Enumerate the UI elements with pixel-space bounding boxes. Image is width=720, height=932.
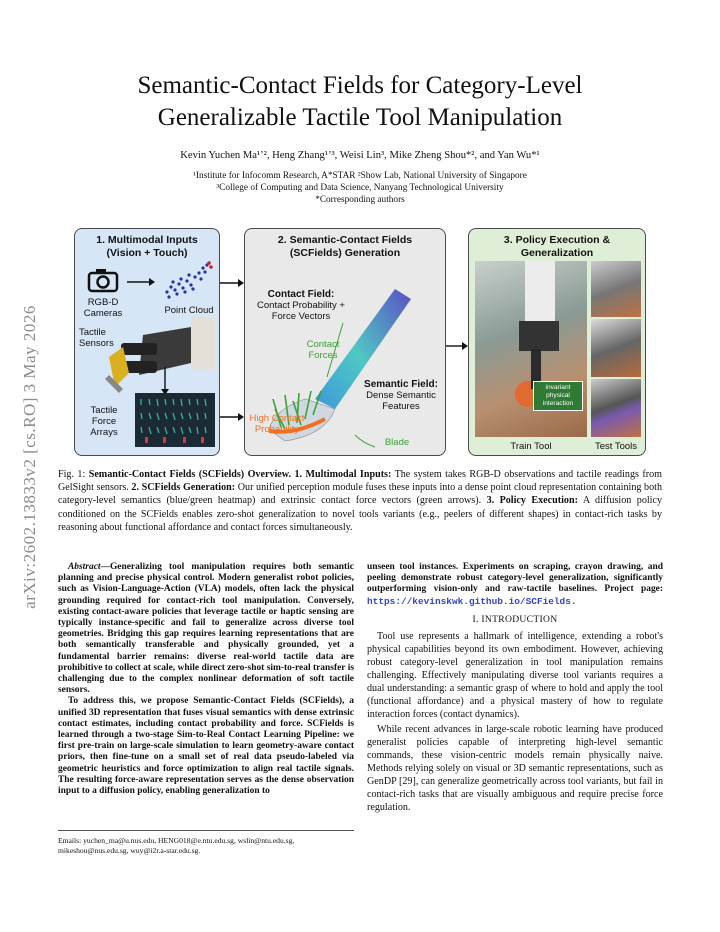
test-tool-photo-3 bbox=[591, 379, 641, 437]
title-line-1: Semantic-Contact Fields for Category-Level bbox=[137, 72, 583, 99]
contact-field-heading: Contact Field: bbox=[267, 289, 335, 300]
figure-1 bbox=[74, 228, 646, 456]
arrow-icon bbox=[446, 341, 468, 351]
caption-s1-heading: 1. Multimodal Inputs: bbox=[291, 469, 392, 480]
abstract-paragraph-2: To address this, we propose Semantic-Contact Fields (SCFields), a unified 3D representation that fuses visual semantics with dense extrinsic contact estimates, including contact probability and force. SCFields is learned through a two-stage Sim-to-Real Contact Learning Pipeline: we first pre-train on large-scale simulation to learn geometry-aware contact priors, then fine-tune on a small set of real data pseudo-labeled via geometric heuristics and force optimization to align real tactile signals. The resulting force-aware representation serves as the dense observation input to a diffusion policy, enabling generalization to bbox=[58, 696, 354, 797]
tactile-force-arrays-label: Tactile Force Arrays bbox=[90, 405, 118, 438]
authors: Kevin Yuchen Ma¹ʼ², Heng Zhang¹ʼ³, Weisi Lin³, Mike Zheng Shou*², and Yan Wu*¹ bbox=[180, 150, 540, 161]
invariant-label: invariant physical interaction bbox=[542, 384, 574, 407]
panel-policy-execution bbox=[468, 228, 646, 456]
panel-multimodal-inputs bbox=[74, 228, 220, 456]
contact-forces-label: Contact Forces bbox=[306, 339, 340, 361]
left-column bbox=[58, 562, 354, 797]
semantic-field-heading: Semantic Field: bbox=[364, 379, 438, 390]
panel1-title: 1. Multimodal Inputs (Vision + Touch) bbox=[96, 234, 198, 259]
caption-prefix: Fig. 1: bbox=[58, 469, 89, 480]
caption-s2: Our unified perception module fuses these inputs into a dense point cloud representation containing both category-level semantics (blue/green heatmap) and extrinsic contact force vectors (green arrows). bbox=[58, 482, 662, 507]
affiliation-2: ³College of Computing and Data Science, Nanyang Technological University bbox=[216, 183, 504, 193]
invariant-interaction-badge bbox=[533, 381, 583, 411]
abstract-label: Abstract bbox=[68, 562, 101, 572]
panel-scfields-generation bbox=[244, 228, 446, 456]
arrow-icon bbox=[159, 367, 171, 395]
abstract-text-3: unseen tool instances. Experiments on scraping, crayon drawing, and peeling demonstrate robust category-level generalization, significantly outperforming vision-only and raw-tactile baselines. Project page: bbox=[367, 562, 663, 595]
title-line-2: Generalizable Tactile Tool Manipulation bbox=[157, 104, 563, 131]
contact-field-label bbox=[253, 289, 349, 322]
arrow-icon bbox=[125, 277, 155, 287]
abstract-paragraph-1 bbox=[58, 562, 354, 696]
arrow-icon bbox=[220, 278, 244, 288]
caption-s1: The system takes RGB-D observations and tactile readings from GelSight sensors. bbox=[58, 469, 662, 494]
point-cloud-label: Point Cloud bbox=[164, 305, 214, 316]
arxiv-side-label: arXiv:2602.13833v2 [cs.RO] 3 May 2026 bbox=[20, 305, 39, 609]
figure-caption bbox=[58, 468, 662, 534]
tactile-force-array-image bbox=[135, 393, 215, 447]
intro-paragraph-1: Tool use represents a hallmark of intelligence, extending a robot's physical capabilities beyond its own embodiment. However, achieving robust category-level generalization in tool manipulation remains challenging. Effectively manipulating diverse tool variants requires a dual understanding: a semantic grasp of where to hold and apply the tool (functional affordance) and a physical mastery of how to regulate interaction forces (contact dynamics). bbox=[367, 631, 663, 721]
arrow-icon bbox=[220, 412, 244, 422]
train-tool-label: Train Tool bbox=[510, 441, 552, 452]
affiliations bbox=[80, 170, 640, 206]
test-tool-photo-2 bbox=[591, 319, 641, 377]
panel2-title: 2. Semantic-Contact Fields (SCFields) Generation bbox=[277, 234, 413, 259]
corresponding-note: *Corresponding authors bbox=[315, 195, 405, 205]
camera-icon bbox=[87, 267, 119, 293]
semantic-field-description: Dense Semantic Features bbox=[366, 390, 436, 412]
caption-s3: A diffusion policy conditioned on the SCFields enables zero-shot generalization to novel tools variants (e.g., peelers of different shapes) in contact-rich tasks by reasoning about functional affordance and contact forces simultaneously. bbox=[58, 495, 662, 533]
section-heading-introduction: I. INTRODUCTION bbox=[472, 613, 558, 625]
caption-title: Semantic-Contact Fields (SCFields) Overview. bbox=[88, 469, 292, 480]
high-contact-probability-label: High Contact Probability bbox=[249, 413, 305, 435]
contact-field-description: Contact Probability + Force Vectors bbox=[257, 300, 345, 322]
blade-label: Blade bbox=[384, 437, 410, 448]
paper-title bbox=[80, 70, 640, 134]
gripper-tool-image bbox=[99, 317, 217, 399]
test-tools-label: Test Tools bbox=[594, 441, 638, 452]
abstract-text-1: —Generalizing tool manipulation requires both semantic planning and precise physical control. Modern generalist robot policies, such as Vision-Language-Action (VLA) models, often lack the physical grounding required for contact-rich tool manipulation. Conversely, existing contact-aware policies that leverage tactile or haptic sensing are typically instance-specific and fail to generalize across diverse tool geometries. Bridging this gap requires learning representations that are both semantically transferable and physically grounded, yet a fundamental barrier remains: diverse real-world tactile data are prohibitive to collect at scale, while direct zero-shot sim-to-real transfer is challenging due to the complex nonlinear deformation of soft tactile sensors. bbox=[58, 562, 354, 696]
point-cloud-image bbox=[157, 257, 217, 303]
rgbd-cameras-label: RGB-D Cameras bbox=[83, 297, 123, 319]
project-page-link[interactable]: https://kevinskwk.github.io/SCFields. bbox=[367, 595, 577, 607]
affiliation-1: ¹Institute for Infocomm Research, A*STAR ²Show Lab, National University of Singapore bbox=[193, 171, 527, 181]
footnote-emails: Emails: yuchen_ma@u.nus.edu, HENG018@e.ntu.edu.sg, wslin@ntu.edu.sg, mikeshou@nus.edu.sg, wuy@i2r.a-star.edu.sg. bbox=[58, 830, 354, 856]
abstract-paragraph-3 bbox=[367, 562, 663, 608]
caption-s3-heading: 3. Policy Execution: bbox=[481, 495, 578, 507]
caption-s2-heading: 2. SCFields Generation: bbox=[128, 482, 236, 494]
right-column bbox=[367, 562, 663, 814]
tactile-sensors-label: Tactile Sensors bbox=[79, 327, 114, 349]
test-tool-photo-1 bbox=[591, 261, 641, 317]
panel3-title: 3. Policy Execution & Generalization bbox=[503, 234, 611, 259]
intro-paragraph-2: While recent advances in large-scale robotic learning have produced generalist policies capable of interpreting high-level semantic commands, these vision-centric models remain physically naive. Methods relying solely on visual or 3D semantic representations, such as GenDP [29], can generalize geometrically across tool variants, but fail in contact-rich tasks that are visually ambiguous and require precise force regulation. bbox=[367, 724, 663, 814]
semantic-field-label bbox=[357, 379, 445, 412]
